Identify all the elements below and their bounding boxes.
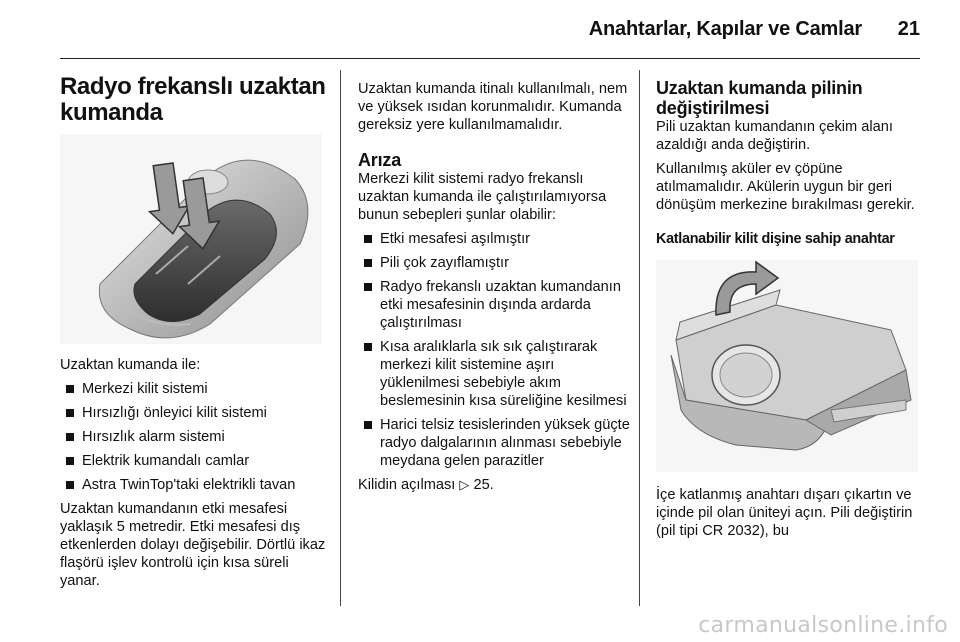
list-item: Elektrik kumandalı camlar bbox=[60, 452, 332, 470]
unlock-reference[interactable] bbox=[358, 476, 630, 494]
header-rule bbox=[60, 58, 920, 59]
list-item: Etki mesafesi aşılmıştır bbox=[358, 230, 630, 248]
list-item: Pili çok zayıflamıştır bbox=[358, 254, 630, 272]
remote-key-illustration bbox=[60, 134, 322, 344]
column-divider-2 bbox=[639, 70, 640, 606]
column-1 bbox=[60, 70, 332, 596]
function-list bbox=[60, 380, 332, 494]
unlock-text: Kilidin açılması bbox=[358, 477, 456, 493]
figure-remote-key-buttons bbox=[60, 134, 322, 344]
battery-key-illustration bbox=[656, 260, 918, 472]
page-number: 21 bbox=[897, 18, 920, 40]
list-item: Kısa aralıklarla sık sık çalıştırarak merkezi kilit sistemine aşırı yüklenilmesi sebebiyle akım beslemesinin kısa süreliğine kesilmesi bbox=[358, 338, 630, 410]
battery-paragraph-1: Pili uzaktan kumandanın çekim alanı azaldığı anda değiştirin. bbox=[656, 119, 893, 153]
intro-text: Uzaktan kumanda ile: bbox=[60, 357, 201, 373]
header-title: Anahtarlar, Kapılar ve Camlar bbox=[588, 18, 862, 40]
list-item: Hırsızlık alarm sistemi bbox=[60, 428, 332, 446]
column-2 bbox=[358, 80, 630, 500]
section-heading-fault: Arıza bbox=[358, 150, 402, 170]
section-heading-battery: Uzaktan kumanda pilinin değiştirilmesi bbox=[656, 78, 863, 118]
watermark: carmanualsonline.info bbox=[698, 613, 948, 638]
list-item: Hırsızlığı önleyici kilit sistemi bbox=[60, 404, 332, 422]
list-item: Merkezi kilit sistemi bbox=[60, 380, 332, 398]
section-heading-remote-control: Radyo frekanslı uzaktan kumanda bbox=[60, 73, 326, 126]
list-item: Harici telsiz tesislerinden yüksek güçte radyo dalgalarının alınması sebebiyle meydana gelen parazitler bbox=[358, 416, 630, 470]
subheading-folding-key: Katlanabilir kilit dişine sahip anahtar bbox=[656, 231, 895, 247]
list-item: Radyo frekanslı uzaktan kumandanın etki mesafesinin dışında ardarda çalıştırılması bbox=[358, 278, 630, 332]
page-reference-icon: ▷ bbox=[459, 477, 470, 492]
fault-paragraph: Merkezi kilit sistemi radyo frekanslı uzaktan kumanda ile çalıştırılamıyorsa bunun sebepleri şunlar olabilir: bbox=[358, 171, 607, 223]
range-paragraph: Uzaktan kumandanın etki mesafesi yaklaşık 5 metredir. Etki mesafesi dış etkenlerden dolayı değişebilir. Dörtlü ikaz flaşörü işlev kontrolü için kısa süreli yanar. bbox=[60, 501, 326, 589]
battery-paragraph-3: İçe katlanmış anahtarı dışarı çıkartın ve içinde pil olan üniteyi açın. Pili değiştirin (pil tipi CR 2032), bu bbox=[656, 487, 913, 539]
list-item: Astra TwinTop'taki elektrikli tavan bbox=[60, 476, 332, 494]
unlock-page-ref: 25. bbox=[473, 477, 494, 493]
battery-paragraph-2: Kullanılmış aküler ev çöpüne atılmamalıdır. Akülerin uygun bir geri dönüşüm merkezine bırakılması gerekir. bbox=[656, 161, 915, 213]
column-divider-1 bbox=[340, 70, 341, 606]
column-3 bbox=[656, 78, 924, 546]
figure-battery-replacement bbox=[656, 260, 918, 472]
care-paragraph: Uzaktan kumanda itinalı kullanılmalı, nem ve yüksek ısıdan korunmalıdır. Kumanda gereksiz yere kullanılmamalıdır. bbox=[358, 81, 628, 133]
fault-list bbox=[358, 230, 630, 470]
